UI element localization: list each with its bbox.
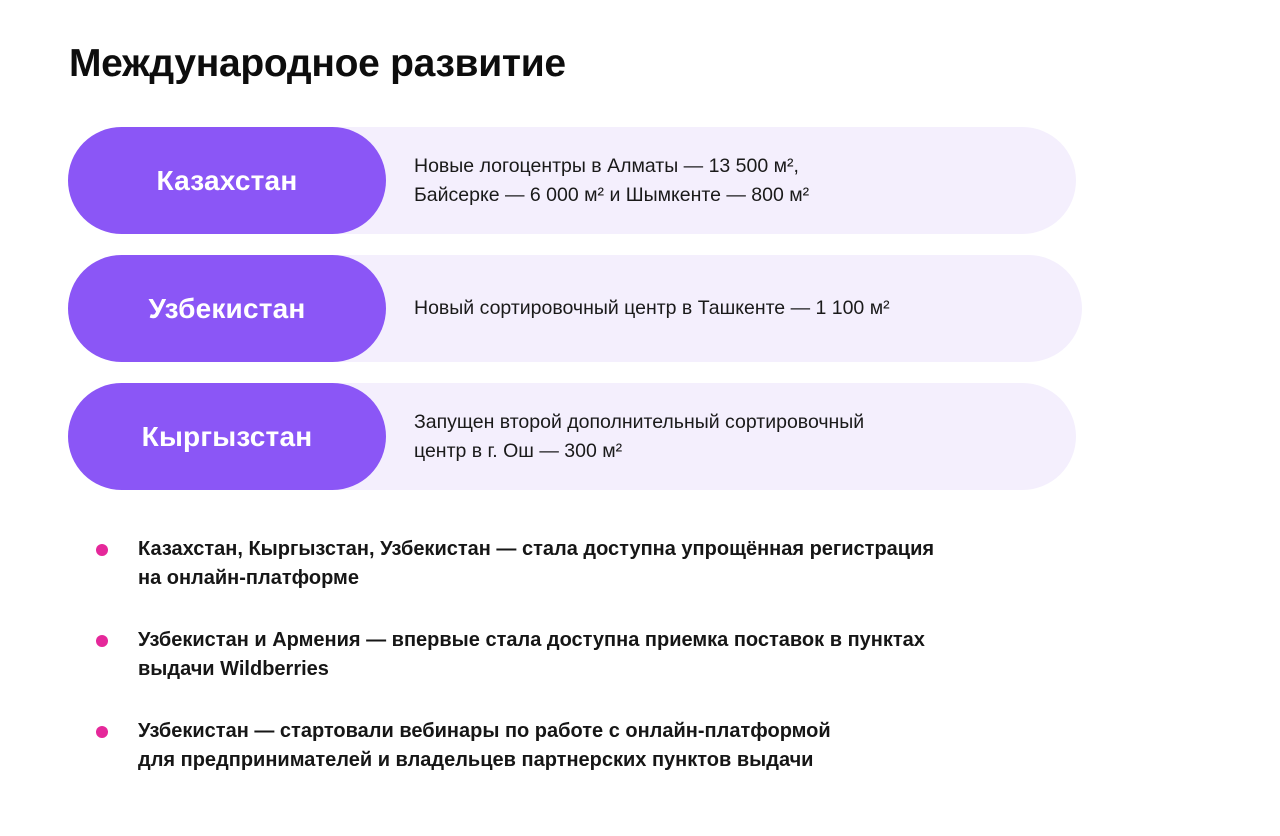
bullet-dot-icon bbox=[96, 635, 108, 647]
bullet-dot-icon bbox=[96, 726, 108, 738]
bullet-list bbox=[96, 535, 1196, 808]
country-description bbox=[414, 255, 1034, 362]
description-line: Запущен второй дополнительный сортировочный bbox=[414, 410, 865, 433]
description-line: центр в г. Ош — 300 м² bbox=[414, 439, 623, 462]
bullet-item bbox=[96, 626, 1196, 683]
bullet-item bbox=[96, 717, 1196, 774]
bullet-line: Узбекистан и Армения — впервые стала доступна приемка поставок в пунктах bbox=[138, 629, 925, 651]
country-description bbox=[414, 383, 1034, 490]
country-pill: Казахстан bbox=[68, 127, 386, 234]
description-line: Байсерке — 6 000 м² и Шымкенте — 800 м² bbox=[414, 183, 810, 206]
bullet-line: на онлайн-платформе bbox=[138, 566, 359, 589]
bullet-item bbox=[96, 535, 1196, 592]
country-pill: Узбекистан bbox=[68, 255, 386, 362]
description-line: Новые логоцентры в Алматы — 13 500 м², bbox=[414, 154, 799, 177]
bullet-dot-icon bbox=[96, 544, 108, 556]
description-line: Новый сортировочный центр в Ташкенте — 1 100 м² bbox=[414, 297, 890, 319]
page-title: Международное развитие bbox=[69, 42, 566, 85]
bullet-line: Узбекистан — стартовали вебинары по работе с онлайн-платформой bbox=[138, 720, 831, 742]
country-pill: Кыргызстан bbox=[68, 383, 386, 490]
bullet-line: выдачи Wildberries bbox=[138, 657, 329, 680]
bullet-line: для предпринимателей и владельцев партнерских пунктов выдачи bbox=[138, 748, 814, 771]
bullet-line: Казахстан, Кыргызстан, Узбекистан — стала доступна упрощённая регистрация bbox=[138, 538, 935, 560]
country-description bbox=[414, 127, 1034, 234]
